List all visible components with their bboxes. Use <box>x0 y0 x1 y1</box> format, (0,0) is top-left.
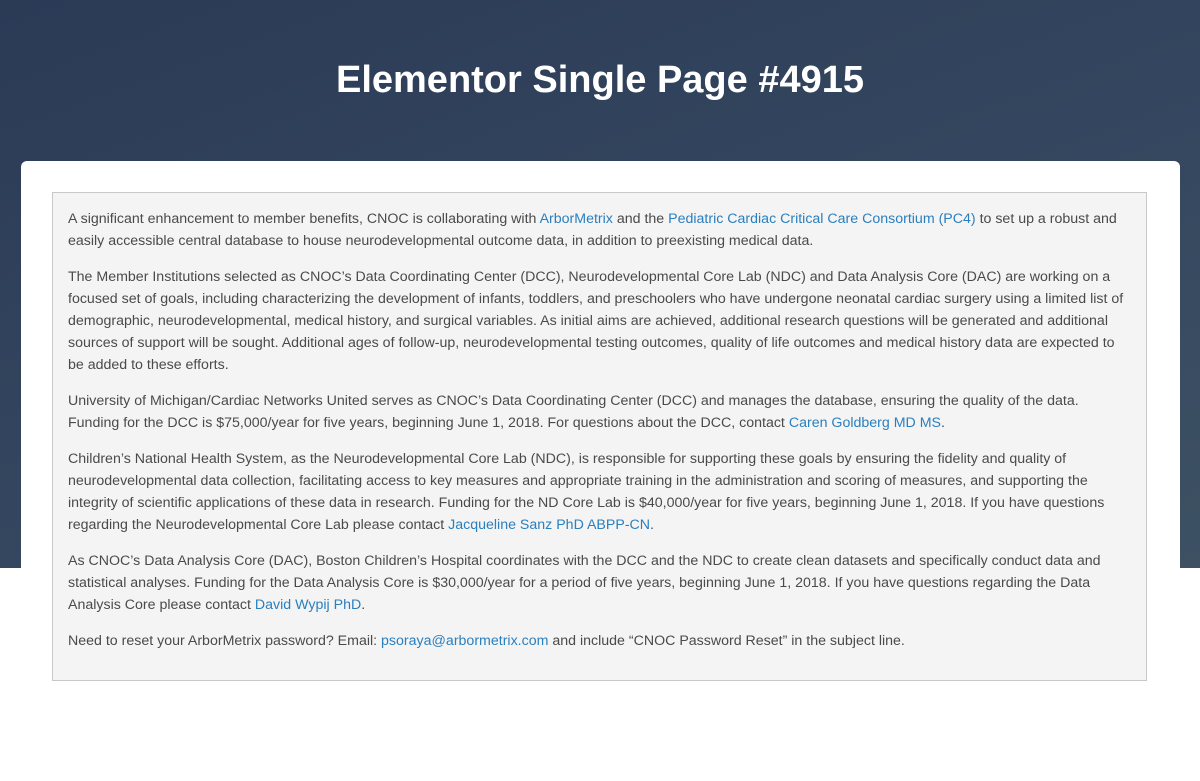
paragraph-text: . <box>361 597 366 613</box>
paragraph-password-reset <box>68 630 1131 652</box>
paragraph-text: As CNOC’s Data Analysis Core (DAC), Boston Children’s Hospital coordinates with the DCC and the NDC to create clean datasets and specifically conduct data and statistical analyses. Funding for the Data Analysis Core is $30,000/year for a period of five years, beginning June 1, 2018. If you have questions regarding the Data Analysis Core please contact <box>68 553 1101 613</box>
paragraph-text: and include “CNOC Password Reset” in the subject line. <box>548 633 905 649</box>
jacqueline-sanz-link[interactable]: Jacqueline Sanz PhD ABPP-CN <box>448 517 651 533</box>
paragraph-collaboration <box>68 208 1131 252</box>
content-card <box>21 161 1180 781</box>
arbormetrix-link[interactable]: ArborMetrix <box>539 211 613 227</box>
paragraph-member-institutions: The Member Institutions selected as CNOC’s Data Coordinating Center (DCC), Neurodevelopmental Core Lab (NDC) and Data Analysis Core (DAC) are working on a focused set of goals, including characterizing the development of infants, toddlers, and preschoolers who have undergone neonatal cardiac surgery using a limited list of demographic, neurodevelopmental, medical history, and surgical variables. As initial aims are achieved, additional research questions will be generated and additional sources of support will be sought. Additional ages of follow-up, neurodevelopmental testing outcomes, quality of life outcomes and medical history data are expected to be added to these efforts. <box>68 269 1124 373</box>
caren-goldberg-link[interactable]: Caren Goldberg MD MS <box>788 415 942 431</box>
paragraph-dcc <box>68 390 1131 434</box>
paragraph-text: University of Michigan/Cardiac Networks United serves as CNOC’s Data Coordinating Center (DCC) and manages the database, ensuring the quality of the data. Funding for the DCC is $75,000/year for five years, beginning June 1, 2018. For questions about the DCC, contact <box>68 393 1079 431</box>
page-title: Elementor Single Page #4915 <box>335 59 864 101</box>
paragraph-text: to set up a robust and easily accessible central database to house neurodevelopmental outcome data, in addition to preexisting medical data. <box>68 211 1117 249</box>
david-wypij-link[interactable]: David Wypij PhD <box>254 597 362 613</box>
pc4-link[interactable]: Pediatric Cardiac Critical Care Consortium (PC4) <box>668 211 976 227</box>
content-box <box>52 192 1147 681</box>
paragraph-dac <box>68 550 1131 616</box>
paragraph-text: . <box>650 517 654 533</box>
email-link[interactable]: psoraya@arbormetrix.com <box>381 633 549 649</box>
paragraph-text: . <box>941 415 945 431</box>
paragraph-text: A significant enhancement to member benefits, CNOC is collaborating with <box>68 211 540 227</box>
paragraph-text: Need to reset your ArborMetrix password? Email: <box>68 633 382 649</box>
paragraph-text: and the <box>612 211 669 227</box>
paragraph-ndc <box>68 448 1131 536</box>
paragraph-text: Children’s National Health System, as the Neurodevelopmental Core Lab (NDC), is responsible for supporting these goals by ensuring the fidelity and quality of neurodevelopmental data collection, facilitating access to key measures and appropriate training in the administration and scoring of measures, and supporting the integrity of scientific applications of these data in research. Funding for the ND Core Lab is $40,000/year for five years, beginning June 1, 2018. If you have questions regarding the Neurodevelopmental Core Lab please contact <box>68 451 1105 533</box>
